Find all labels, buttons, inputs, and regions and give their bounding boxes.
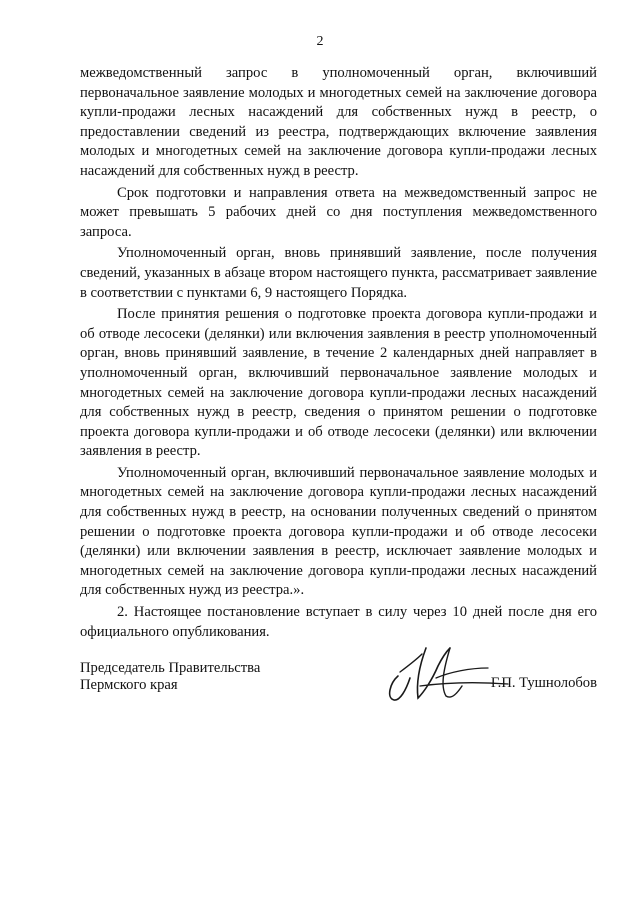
handwritten-signature bbox=[380, 638, 510, 708]
paragraph-3: Уполномоченный орган, вновь принявший заявление, после получения сведений, указанных в абзаце втором настоящего пункта, рассматривает заявление в соответствии с пунктами 6, 9 настоящего Порядка. bbox=[80, 245, 597, 301]
signer-name: Г.П. Тушнолобов bbox=[490, 675, 597, 691]
paragraph-2: Срок подготовки и направления ответа на межведомственный запрос не может превышать 5 рабочих дней со дня поступления межведомственного запроса. bbox=[80, 184, 597, 240]
paragraph-5: Уполномоченный орган, включивший первоначальное заявление молодых и многодетных семей на заключение договора купли-продажи лесных насаждений для собственных нужд в реестр, на основании полученных сведений о принятом решении о подготовке проекта договора купли-продажи и об отводе лесосеки (делянки) или включении заявления в реестр, исключает заявление молодых и многодетных семей на заключение договора купли-продажи лесных насаждений для собственных нужд из реестра.». bbox=[80, 464, 597, 599]
signer-title-line-2: Пермского края bbox=[80, 677, 178, 693]
paragraph-1: межведомственный запрос в уполномоченный орган, включивший первоначальное заявление молодых и многодетных семей на заключение договора купли-продажи лесных насаждений для собственных нужд в реестр, о предоставлении сведений из реестра, подтверждающих включение заявления молодых и многодетных семей на заключение договора купли-продажи лесных насаждений для собственных нужд в реестр. bbox=[80, 65, 597, 179]
paragraph-4: После принятия решения о подготовке проекта договора купли-продажи и об отводе лесосеки (делянки) или включения заявления в реестр уполномоченный орган, вновь принявший заявление, в течение 2 календарных дней направляет в уполномоченный орган, включивший первоначальное заявление молодых и многодетных семей на заключение договора купли-продажи лесных насаждений для собственных нужд в реестр, сведения о принятом решении о подготовке проекта договора купли-продажи и об отводе лесосеки (делянки) или включении заявления в реестр. bbox=[80, 306, 597, 460]
page-number: 2 bbox=[316, 34, 324, 49]
paragraph-6: 2. Настоящее постановление вступает в силу через 10 дней после дня его официального опубликования. bbox=[80, 604, 597, 640]
document-body bbox=[80, 64, 597, 644]
signer-title-line-1: Председатель Правительства bbox=[80, 660, 261, 676]
signature-block bbox=[80, 660, 597, 720]
signer-title bbox=[80, 660, 260, 694]
